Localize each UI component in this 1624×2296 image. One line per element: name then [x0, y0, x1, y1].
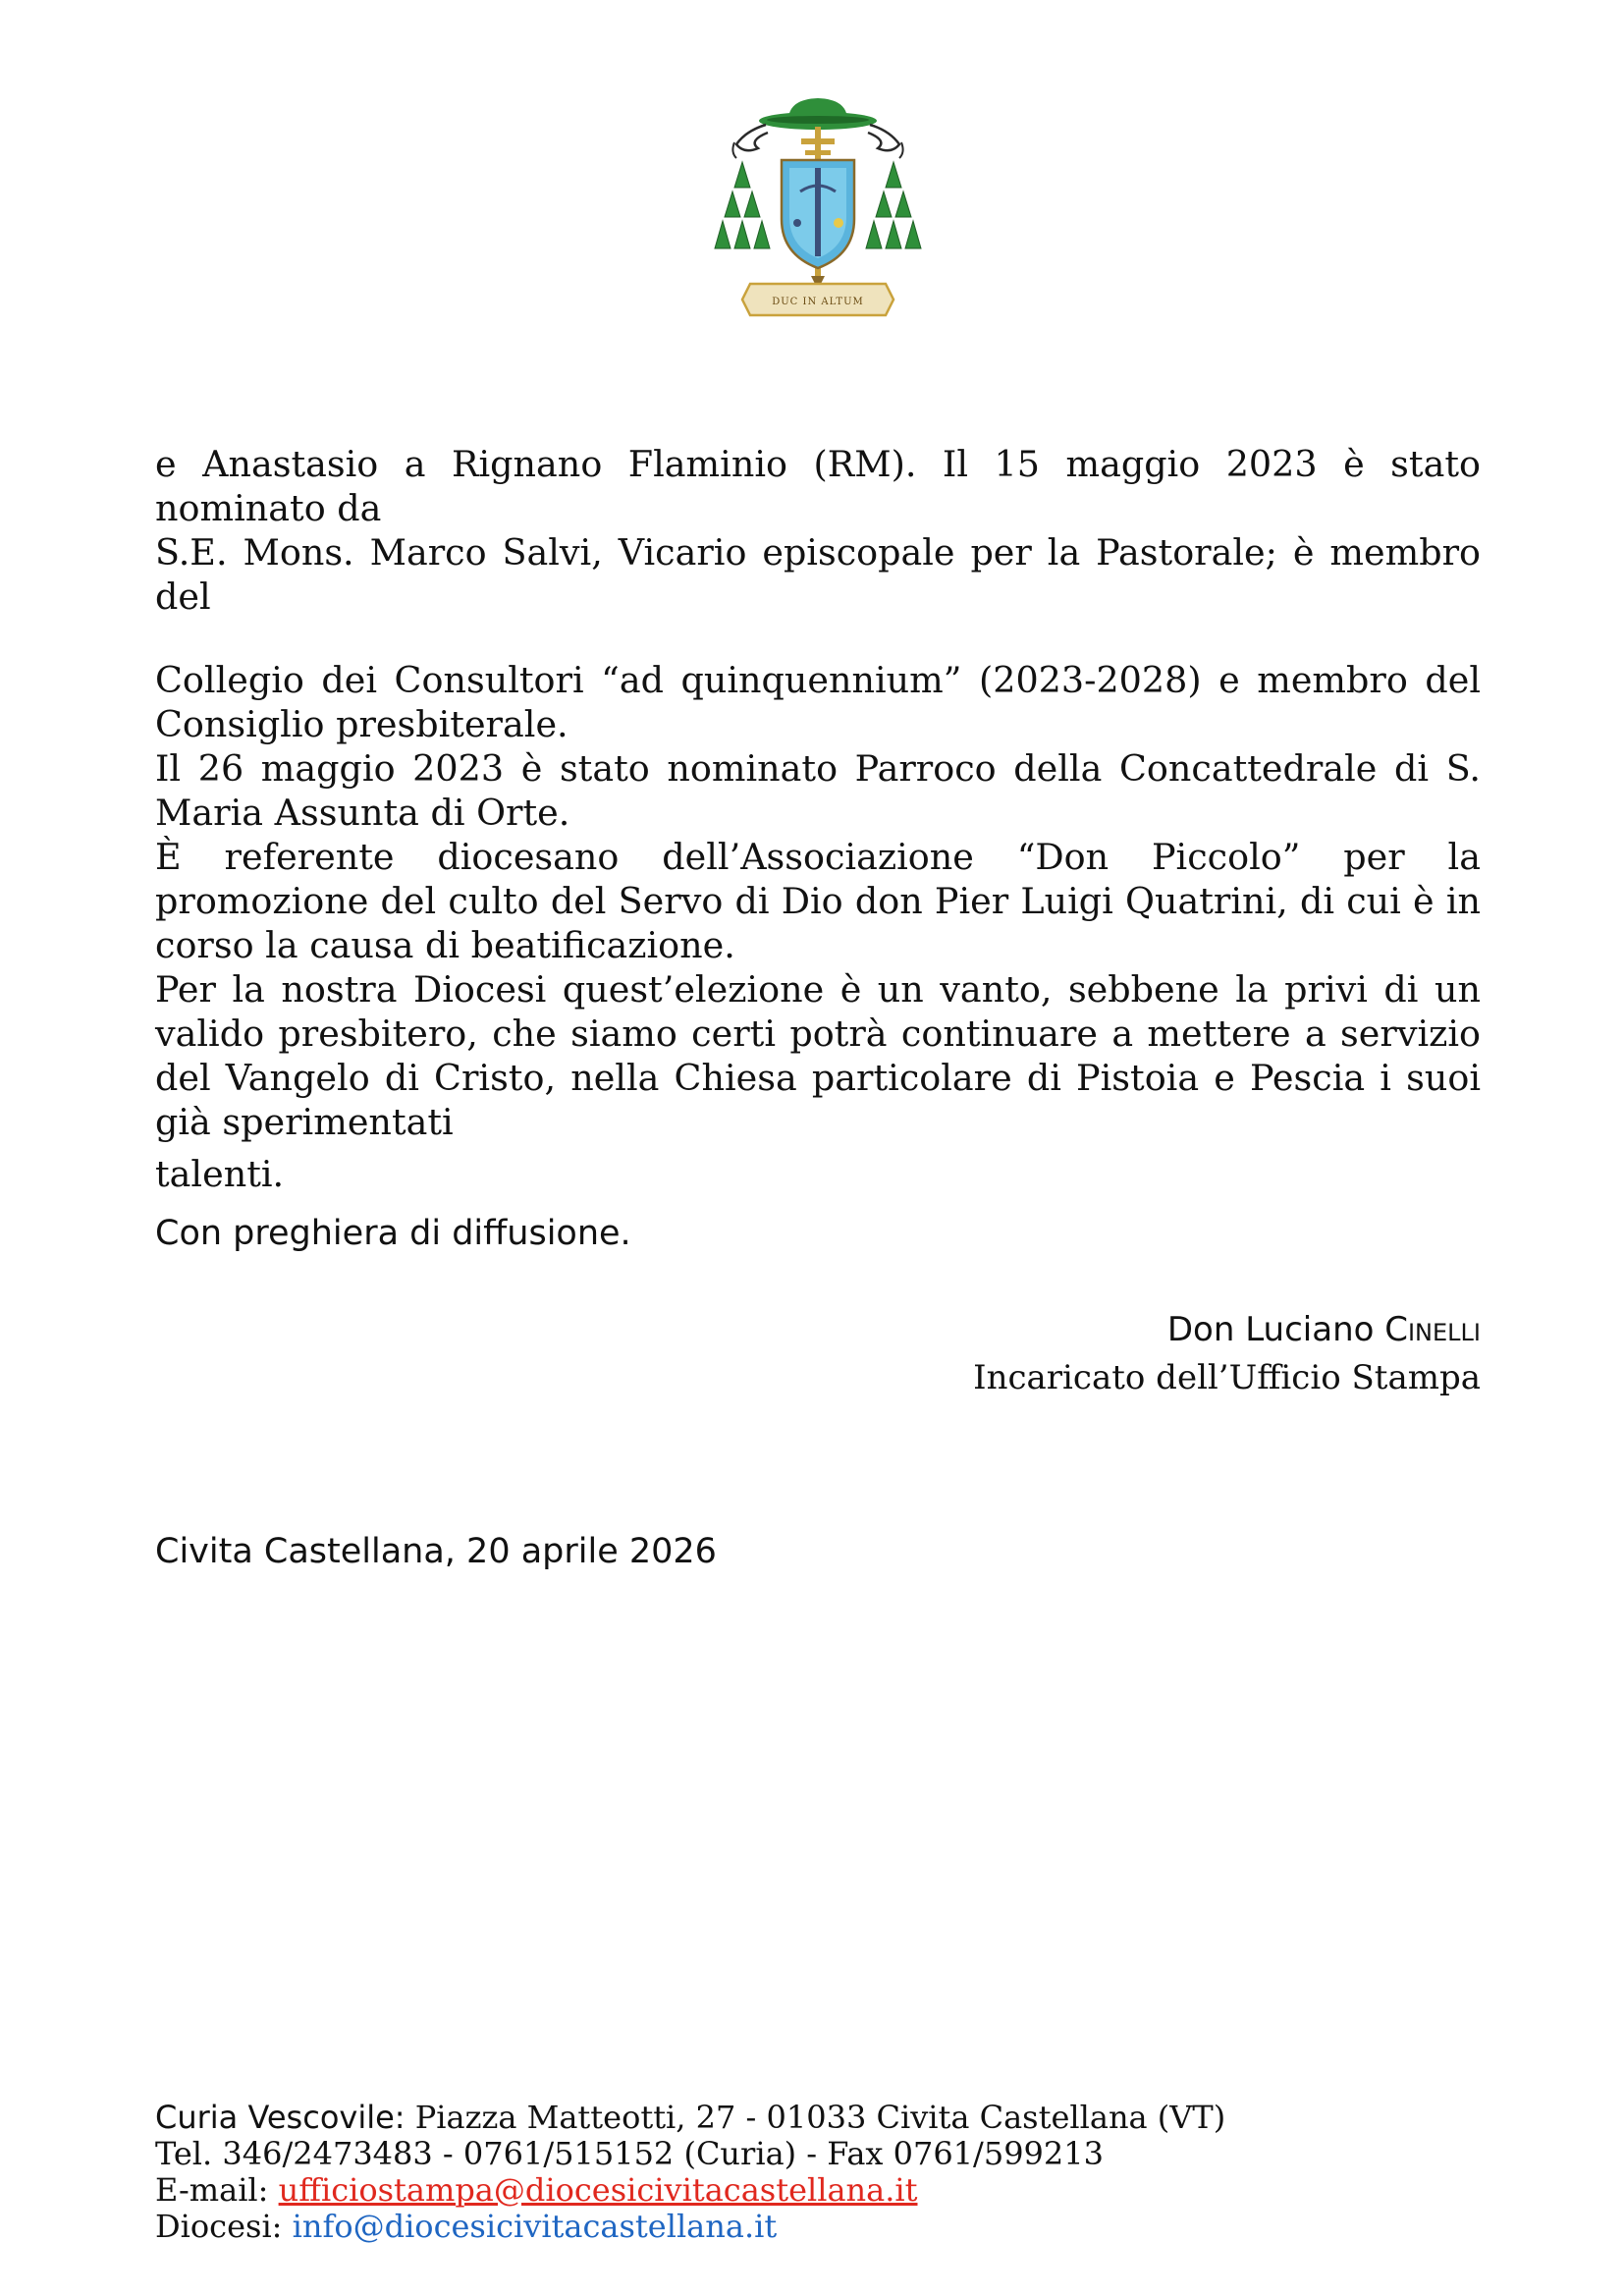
signatory-role: Incaricato dell’Ufficio Stampa — [973, 1358, 1481, 1397]
press-office-email-link[interactable]: ufficiostampa@diocesicivitacastellana.it — [278, 2171, 918, 2209]
paragraph: Per la nostra Diocesi quest’elezione è un vanto, sebbene la privi di un valido presbitero, che siamo certi potrà continuare a mettere a servizio del Vangelo di Cristo, nella Chiesa particolare di Pistoia e Pescia i suoi già sperimentati — [155, 968, 1481, 1143]
footer-diocese-line — [155, 2209, 1225, 2245]
signatory-first-name: Don Luciano — [1166, 1310, 1375, 1349]
footer-email-line — [155, 2172, 1225, 2209]
curia-label: Curia Vescovile: — [155, 2099, 406, 2136]
signatory-name — [973, 1309, 1481, 1350]
footer-address-line — [155, 2100, 1225, 2136]
coat-of-arms-logo — [707, 93, 929, 325]
curia-address: Piazza Matteotti, 27 - 01033 Civita Castellana (VT) — [414, 2099, 1226, 2136]
paragraph-line: e Anastasio a Rignano Flaminio (RM). Il 15 maggio 2023 è stato nominato da — [155, 443, 1481, 529]
email-label: E-mail: — [155, 2171, 269, 2209]
signatory-surname: Cinelli — [1384, 1310, 1481, 1349]
paragraph-line: talenti. — [155, 1153, 285, 1195]
footer-contacts — [155, 2100, 1225, 2245]
paragraph: Collegio dei Consultori “ad quinquennium” (2023-2028) e membro del Consiglio presbiterale. — [155, 659, 1481, 745]
paragraph-line: S.E. Mons. Marco Salvi, Vicario episcopale per la Pastorale; è membro del — [155, 531, 1481, 618]
footer-phone-line: Tel. 346/2473483 - 0761/515152 (Curia) - Fax 0761/599213 — [155, 2135, 1104, 2172]
diocese-label: Diocesi: — [155, 2208, 283, 2245]
body-text — [155, 442, 1481, 1196]
diocese-email-link[interactable]: info@diocesicivitacastellana.it — [292, 2208, 778, 2245]
place-date: Civita Castellana, 20 aprile 2026 — [155, 1532, 717, 1571]
paragraph: È referente diocesano dell’Associazione “Don Piccolo” per la promozione del culto del Servo di Dio don Pier Luigi Quatrini, di cui è in corso la causa di beatificazione. — [155, 836, 1481, 966]
signature-block — [973, 1309, 1481, 1405]
paragraph: Il 26 maggio 2023 è stato nominato Parroco della Concattedrale di S. Maria Assunta di Orte. — [155, 747, 1481, 834]
paragraph-gap — [155, 619, 1481, 658]
diffusion-request: Con preghiera di diffusione. — [155, 1214, 631, 1253]
svg-text:DUC IN ALTUM: DUC IN ALTUM — [772, 297, 864, 307]
